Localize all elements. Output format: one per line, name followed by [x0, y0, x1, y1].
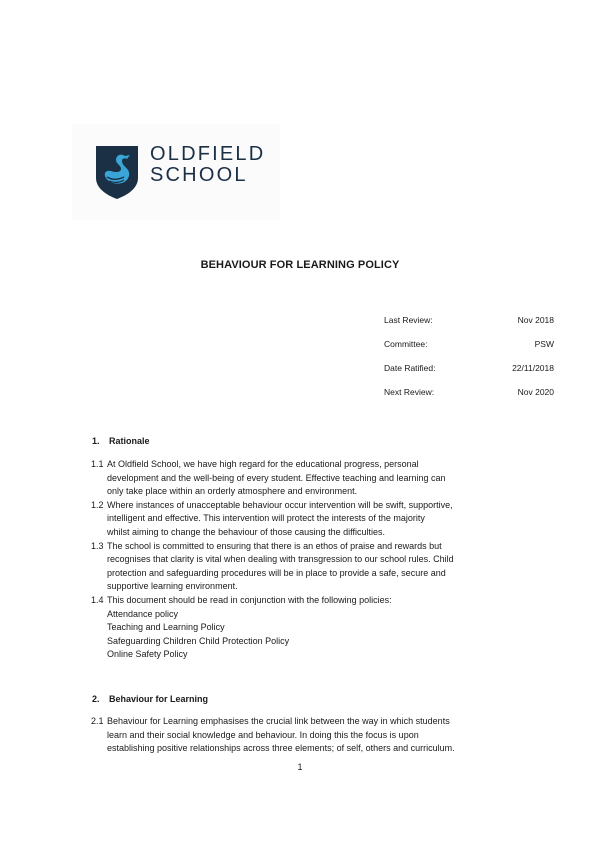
meta-row-committee	[384, 339, 554, 363]
item-line: development and the well-being of every student. Effective teaching and learning can	[107, 472, 446, 483]
item-line: intelligent and effective. This intervention will protect the interests of the majority	[107, 513, 425, 524]
logo-line-1: OLDFIELD	[150, 143, 266, 165]
policy-list-item: Attendance policy	[107, 608, 179, 619]
item-number: 1.3	[91, 540, 104, 551]
school-logo	[72, 124, 280, 220]
logo-line-2: SCHOOL	[150, 164, 248, 186]
meta-row-date-ratified	[384, 363, 554, 387]
item-line: supportive learning environment.	[107, 581, 238, 592]
item-line: establishing positive relationships across three elements; of self, others and curriculum.	[107, 743, 455, 754]
list-item	[92, 458, 532, 499]
list-item	[92, 499, 532, 540]
item-line: protection and safeguarding procedures will be in place to provide a safe, secure and	[107, 567, 446, 578]
section-number: 2.	[92, 694, 100, 704]
section-title: Rationale	[109, 436, 150, 446]
meta-row-next-review	[384, 387, 554, 411]
item-number: 1.2	[91, 499, 104, 510]
meta-label: Committee:	[384, 339, 428, 349]
page-number: 1	[297, 762, 303, 772]
section-rationale-body	[92, 458, 532, 662]
section-number: 1.	[92, 436, 100, 446]
item-line: This document should be read in conjunction with the following policies:	[107, 594, 392, 605]
item-line: The school is committed to ensuring that there is an ethos of praise and rewards but	[107, 540, 442, 551]
item-number: 2.1	[91, 716, 104, 726]
item-line: Where instances of unacceptable behaviour occur intervention will be swift, supportive,	[107, 499, 453, 510]
meta-label: Last Review:	[384, 315, 433, 325]
section-behaviour-body	[92, 715, 532, 756]
document-title: BEHAVIOUR FOR LEARNING POLICY	[200, 259, 400, 271]
list-item	[92, 715, 532, 756]
logo-wordmark	[150, 144, 265, 186]
item-line: learn and their social knowledge and behaviour. In doing this the focus is upon	[107, 729, 419, 740]
meta-row-last-review	[384, 315, 554, 339]
policy-list-item: Teaching and Learning Policy	[107, 622, 225, 633]
list-item	[92, 594, 532, 662]
policy-list-item: Online Safety Policy	[107, 649, 188, 660]
swan-shield-icon	[94, 144, 140, 200]
review-table	[384, 315, 554, 411]
item-line: only take place within an orderly atmosphere and environment.	[107, 486, 358, 497]
section-title: Behaviour for Learning	[109, 694, 209, 704]
section-heading-rationale	[92, 436, 150, 446]
item-number: 1.1	[91, 459, 104, 469]
meta-label: Next Review:	[384, 387, 435, 397]
section-heading-behaviour-for-learning	[92, 694, 208, 704]
policy-list-item: Safeguarding Children Child Protection Policy	[107, 635, 290, 646]
meta-value: PSW	[534, 339, 554, 349]
item-line: whilst aiming to change the behaviour of those causing the difficulties.	[107, 526, 386, 537]
meta-value: 22/11/2018	[512, 363, 554, 373]
item-number: 1.4	[91, 594, 104, 605]
meta-value: Nov 2018	[517, 315, 554, 325]
meta-value: Nov 2020	[517, 387, 554, 397]
meta-label: Date Ratified:	[384, 363, 436, 373]
list-item	[92, 540, 532, 594]
item-line: recognises that clarity is vital when dealing with transgression to our school rules. Child	[107, 554, 454, 565]
item-line: At Oldfield School, we have high regard for the educational progress, personal	[107, 459, 419, 469]
item-line: Behaviour for Learning emphasises the crucial link between the way in which students	[107, 716, 450, 726]
